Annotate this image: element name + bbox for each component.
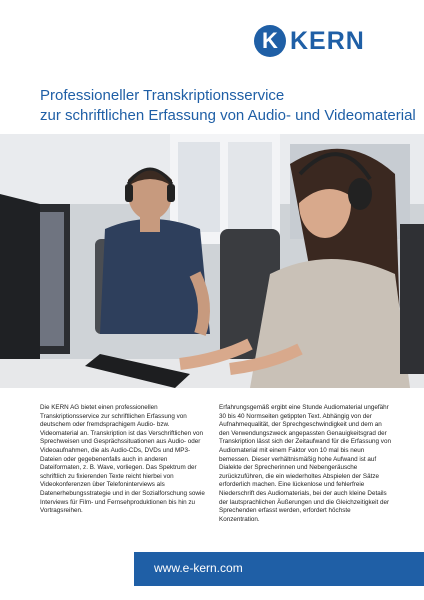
body-text-right: Erfahrungsgemäß ergibt eine Stunde Audiomaterial ungefähr 30 bis 40 Normseiten getippten Text. Abhängig von der Aufnahmequalität, der Sprechgeschwindigkeit und dem an den Verwendungszweck angepassten Genauigkeitsgrad der Transkription lässt sich der Zeitaufwand für die Erfassung von Audiomaterial mit einem Faktor von 10 mal bis neun bemessen. Dieser verhältnismäßig hohe Aufwand ist auf Dialekte der Sprecherinnen und Nebengeräusche zurückzuführen, die ein wiederholtes Abspielen der Sätze erforderlich machen. Eine lückenlose und fehlerfreie Niederschrift des Audiomaterials, bei der auch kleine Details der lautsprachlichen Äußerungen und die Gleichzeitigkeit der Sprechenden erfasst werden, erfordert höchste Konzentration. [219, 404, 391, 523]
footer-url-link[interactable]: www.e-kern.com [154, 561, 243, 575]
transcription-team-photo [0, 134, 424, 388]
logo-circle-icon [254, 25, 286, 57]
photo-illustration [0, 134, 424, 388]
body-text-left: Die KERN AG bietet einen professionellen Transkriptionsservice zur schriftlichen Erfassung von deutschem oder fremdsprachigem Audio- bzw. Videomaterial an. Transkription ist das Verschriftlichen von Sprechweisen und Gesprächssituationen aus Audio- oder Videoaufnahmen, die als Audio-CDs, DVDs und MP3-Dateien oder gegebenenfalls auch in anderen Dateiformaten, z. B. Wave, vorliegen. Das Spektrum der schriftlich zu fixierenden Texte reicht hierbei von Videokonferenzen über Telefoninterviews als Datenerhebungsstrategie und in der Sozialforschung sowie Interviews für Film- und Fernsehproduktionen bis hin zu Vortragsreihen. [40, 404, 205, 515]
headline-line-1: Professioneller Transkriptionsservice [40, 87, 285, 104]
footer-bar [134, 552, 424, 586]
headline-line-2: zur schriftlichen Erfassung von Audio- und Videomaterial [40, 107, 416, 124]
logo-letter: K [262, 28, 278, 53]
page-headline [40, 86, 416, 126]
kern-logo [254, 24, 384, 58]
logo-wordmark: KERN [290, 26, 365, 55]
